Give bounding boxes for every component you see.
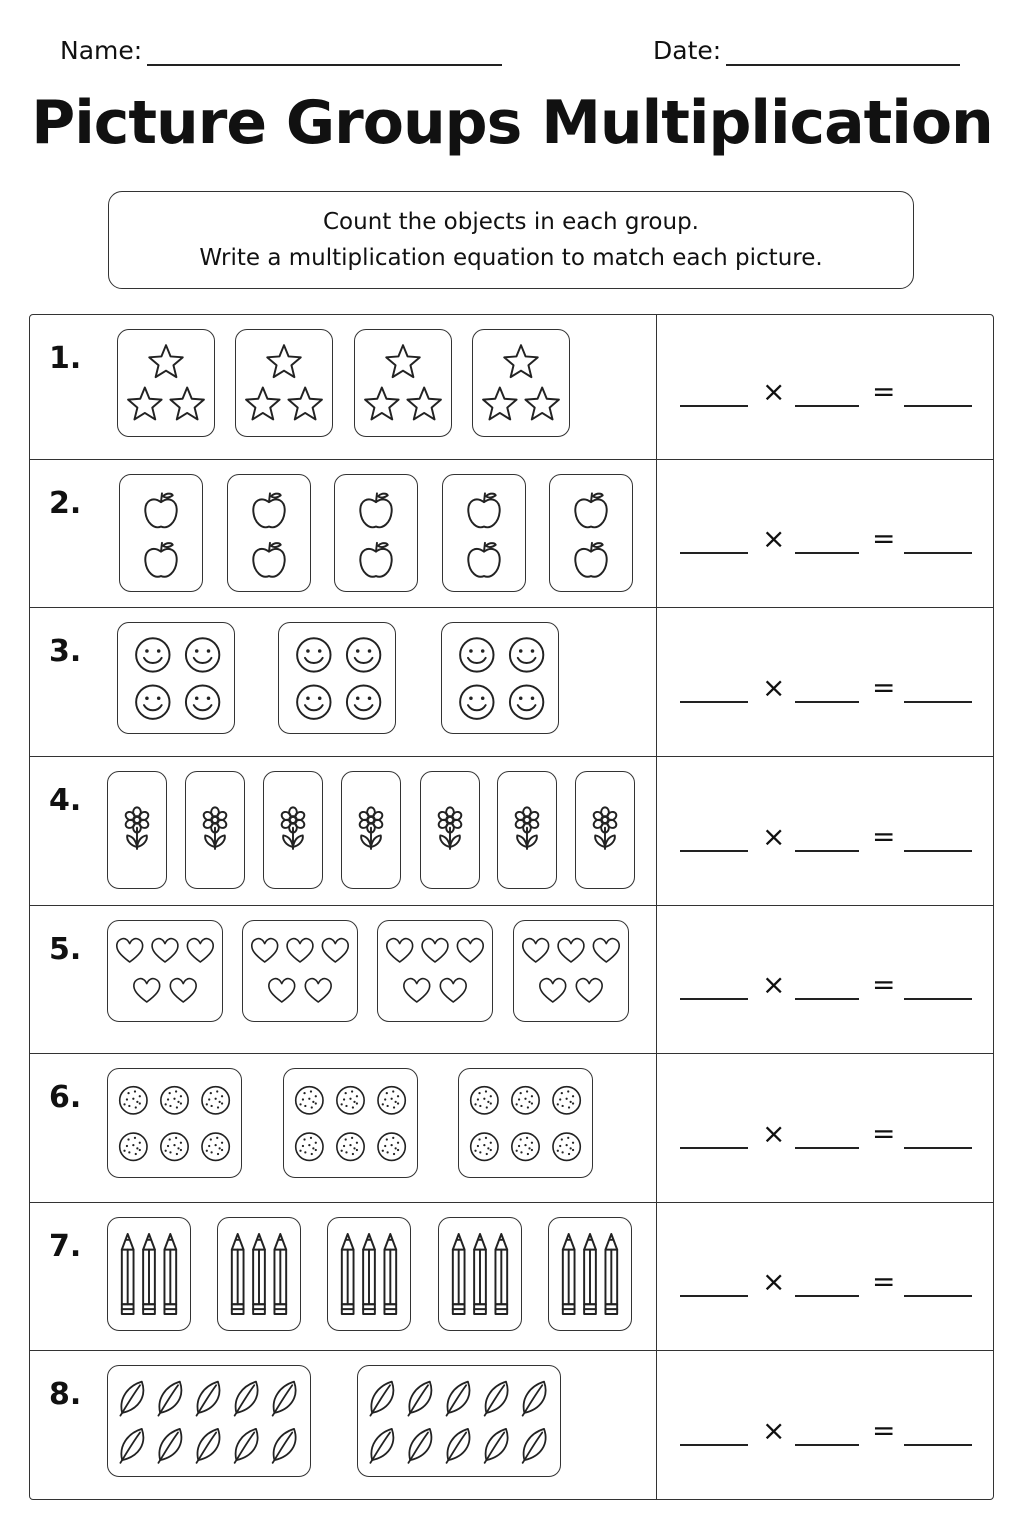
pencil-icon <box>605 1234 617 1314</box>
pencil-icon <box>584 1234 596 1314</box>
leaf-icon <box>408 1382 431 1416</box>
cookie-icon <box>120 1087 147 1114</box>
equals-sign: = <box>872 522 896 555</box>
column-divider <box>656 1054 657 1202</box>
picture-groups <box>30 906 656 1053</box>
apple-icon <box>145 493 176 527</box>
flower-icon <box>280 807 306 849</box>
group-box <box>117 329 215 437</box>
star-icon <box>170 388 204 420</box>
apple-icon <box>253 493 284 527</box>
factor-1-blank[interactable] <box>680 701 748 703</box>
pencil-icon <box>122 1234 134 1314</box>
problem-row <box>30 1202 993 1350</box>
pencil-icon <box>453 1234 465 1314</box>
problems-table <box>29 314 994 1500</box>
smiley-icon <box>136 685 169 718</box>
leaf-icon <box>196 1382 219 1416</box>
group-box <box>458 1068 593 1178</box>
pencil-icon <box>384 1234 396 1314</box>
star-icon <box>267 345 301 377</box>
smiley-icon <box>186 638 219 671</box>
pencil-icon <box>474 1234 486 1314</box>
product-blank[interactable] <box>904 1295 972 1297</box>
times-sign: × <box>762 522 786 555</box>
factor-1-blank[interactable] <box>680 1147 748 1149</box>
apple-icon <box>360 543 391 577</box>
smiley-icon <box>510 685 543 718</box>
smiley-icon <box>297 638 330 671</box>
date-label: Date: <box>653 36 722 65</box>
product-blank[interactable] <box>904 1444 972 1446</box>
pencil-icon <box>274 1234 286 1314</box>
problem-row <box>30 905 993 1053</box>
group-box <box>334 474 418 592</box>
star-icon <box>525 388 559 420</box>
heart-icon <box>387 939 413 962</box>
group-box <box>341 771 401 889</box>
apple-icon <box>145 543 176 577</box>
cookie-icon <box>337 1133 364 1160</box>
equation-answer <box>680 1263 972 1303</box>
heart-icon <box>287 939 313 962</box>
group-box <box>549 474 633 592</box>
heart-icon <box>152 939 178 962</box>
flower-icon <box>514 807 540 849</box>
problem-number: 1. <box>49 341 82 376</box>
problem-row <box>30 315 993 459</box>
flower-icon <box>202 807 228 849</box>
leaf-icon <box>446 1382 469 1416</box>
heart-icon <box>134 979 160 1002</box>
cookie-icon <box>161 1087 188 1114</box>
equals-sign: = <box>872 968 896 1001</box>
apple-icon <box>575 493 606 527</box>
group-box <box>107 1068 242 1178</box>
heart-icon <box>440 979 466 1002</box>
heart-icon <box>305 979 331 1002</box>
group-box <box>354 329 452 437</box>
problem-number: 4. <box>49 783 82 818</box>
cookie-icon <box>553 1133 580 1160</box>
times-sign: × <box>762 968 786 1001</box>
cookie-icon <box>337 1087 364 1114</box>
star-icon <box>288 388 322 420</box>
smiley-icon <box>347 685 380 718</box>
picture-groups <box>30 315 656 459</box>
star-icon <box>365 388 399 420</box>
equation-answer <box>680 966 972 1006</box>
star-icon <box>246 388 280 420</box>
heart-icon <box>170 979 196 1002</box>
leaf-icon <box>120 1382 143 1416</box>
problem-number: 2. <box>49 486 82 521</box>
leaf-icon <box>446 1429 469 1463</box>
leaf-icon <box>235 1382 258 1416</box>
name-answer-line[interactable] <box>147 64 502 66</box>
equation-answer <box>680 818 972 858</box>
smiley-icon <box>297 685 330 718</box>
column-divider <box>656 315 657 459</box>
problem-row <box>30 1350 993 1499</box>
group-box <box>548 1217 632 1331</box>
group-box <box>283 1068 418 1178</box>
group-box <box>377 920 493 1022</box>
instructions-box <box>108 191 914 289</box>
apple-icon <box>360 493 391 527</box>
cookie-icon <box>202 1133 229 1160</box>
factor-2-blank[interactable] <box>795 1444 859 1446</box>
times-sign: × <box>762 819 786 853</box>
group-box <box>441 622 559 734</box>
heart-icon <box>269 979 295 1002</box>
group-box <box>420 771 480 889</box>
group-box <box>278 622 396 734</box>
picture-groups <box>30 1054 656 1202</box>
factor-2-blank[interactable] <box>795 552 859 554</box>
equals-sign: = <box>872 1116 896 1150</box>
problem-number: 7. <box>49 1229 82 1264</box>
column-divider <box>656 608 657 756</box>
group-box <box>575 771 635 889</box>
equation-answer <box>680 1115 972 1155</box>
cookie-icon <box>202 1087 229 1114</box>
group-box <box>185 771 245 889</box>
leaf-icon <box>158 1382 181 1416</box>
heart-icon <box>457 939 483 962</box>
cookie-icon <box>471 1133 498 1160</box>
flower-icon <box>437 807 463 849</box>
product-blank[interactable] <box>904 701 972 703</box>
column-divider <box>656 906 657 1053</box>
heart-icon <box>187 939 213 962</box>
problem-number: 3. <box>49 634 82 669</box>
heart-icon <box>404 979 430 1002</box>
column-divider <box>656 757 657 905</box>
leaf-icon <box>273 1429 296 1463</box>
problem-number: 5. <box>49 932 82 967</box>
group-box <box>327 1217 411 1331</box>
pencil-icon <box>495 1234 507 1314</box>
factor-1-blank[interactable] <box>680 850 748 852</box>
heart-icon <box>117 939 143 962</box>
group-box <box>242 920 358 1022</box>
flower-icon <box>358 807 384 849</box>
column-divider <box>656 1351 657 1499</box>
product-blank[interactable] <box>904 850 972 852</box>
equation-answer <box>680 669 972 709</box>
times-sign: × <box>762 1265 786 1298</box>
cookie-icon <box>471 1087 498 1114</box>
pencil-icon <box>143 1234 155 1314</box>
problem-row <box>30 607 993 756</box>
problem-row <box>30 756 993 905</box>
group-box <box>117 622 235 734</box>
group-box <box>513 920 629 1022</box>
product-blank[interactable] <box>904 405 972 407</box>
heart-icon <box>540 979 566 1002</box>
heart-icon <box>523 939 549 962</box>
equals-sign: = <box>872 1413 896 1447</box>
heart-icon <box>422 939 448 962</box>
group-box <box>227 474 311 592</box>
heart-icon <box>558 939 584 962</box>
times-sign: × <box>762 670 786 704</box>
instruction-line-1: Count the objects in each group. <box>322 209 699 235</box>
cookie-icon <box>512 1133 539 1160</box>
group-box <box>438 1217 522 1331</box>
group-box <box>107 920 223 1022</box>
apple-icon <box>468 493 499 527</box>
group-box <box>263 771 323 889</box>
heart-icon <box>576 979 602 1002</box>
factor-2-blank[interactable] <box>795 405 859 407</box>
equation-answer <box>680 1412 972 1452</box>
factor-2-blank[interactable] <box>795 998 859 1000</box>
leaf-icon <box>120 1429 143 1463</box>
pencil-icon <box>164 1234 176 1314</box>
star-icon <box>504 345 538 377</box>
group-box <box>235 329 333 437</box>
flower-icon <box>592 807 618 849</box>
cookie-icon <box>512 1087 539 1114</box>
group-box <box>497 771 557 889</box>
leaf-icon <box>196 1429 219 1463</box>
name-label: Name: <box>60 36 143 65</box>
leaf-icon <box>523 1429 546 1463</box>
instruction-line-2: Write a multiplication equation to match each picture. <box>199 245 823 271</box>
leaf-icon <box>370 1429 393 1463</box>
factor-1-blank[interactable] <box>680 1295 748 1297</box>
picture-groups <box>30 460 656 607</box>
product-blank[interactable] <box>904 552 972 554</box>
star-icon <box>407 388 441 420</box>
group-box <box>442 474 526 592</box>
star-icon <box>386 345 420 377</box>
star-icon <box>483 388 517 420</box>
apple-icon <box>468 543 499 577</box>
star-icon <box>128 388 162 420</box>
heart-icon <box>252 939 278 962</box>
leaf-icon <box>485 1429 508 1463</box>
factor-2-blank[interactable] <box>795 1147 859 1149</box>
equals-sign: = <box>872 670 896 704</box>
product-blank[interactable] <box>904 998 972 1000</box>
worksheet-title: Picture Groups Multiplication <box>31 88 993 158</box>
equation-answer <box>680 373 972 413</box>
equals-sign: = <box>872 819 896 853</box>
factor-1-blank[interactable] <box>680 552 748 554</box>
date-answer-line[interactable] <box>726 64 960 66</box>
apple-icon <box>575 543 606 577</box>
picture-groups <box>30 608 656 756</box>
group-box <box>107 1217 191 1331</box>
leaf-icon <box>235 1429 258 1463</box>
picture-groups <box>30 757 656 905</box>
pencil-icon <box>232 1234 244 1314</box>
heart-icon <box>593 939 619 962</box>
group-box <box>217 1217 301 1331</box>
pencil-icon <box>342 1234 354 1314</box>
cookie-icon <box>378 1087 405 1114</box>
times-sign: × <box>762 1116 786 1150</box>
leaf-icon <box>158 1429 181 1463</box>
star-icon <box>149 345 183 377</box>
equals-sign: = <box>872 1265 896 1298</box>
smiley-icon <box>347 638 380 671</box>
cookie-icon <box>378 1133 405 1160</box>
group-box <box>472 329 570 437</box>
column-divider <box>656 1203 657 1350</box>
group-box <box>119 474 203 592</box>
factor-2-blank[interactable] <box>795 850 859 852</box>
picture-groups <box>30 1203 656 1350</box>
cookie-icon <box>296 1133 323 1160</box>
equation-answer <box>680 520 972 560</box>
group-box <box>107 771 167 889</box>
heart-icon <box>322 939 348 962</box>
problem-row <box>30 1053 993 1202</box>
cookie-icon <box>161 1133 188 1160</box>
cookie-icon <box>120 1133 147 1160</box>
times-sign: × <box>762 1413 786 1447</box>
column-divider <box>656 460 657 607</box>
leaf-icon <box>370 1382 393 1416</box>
equals-sign: = <box>872 375 896 408</box>
cookie-icon <box>553 1087 580 1114</box>
group-box <box>357 1365 561 1477</box>
leaf-icon <box>485 1382 508 1416</box>
flower-icon <box>124 807 150 849</box>
problem-number: 8. <box>49 1377 82 1412</box>
smiley-icon <box>510 638 543 671</box>
factor-2-blank[interactable] <box>795 701 859 703</box>
pencil-icon <box>563 1234 575 1314</box>
smiley-icon <box>136 638 169 671</box>
smiley-icon <box>460 638 493 671</box>
leaf-icon <box>523 1382 546 1416</box>
problem-number: 6. <box>49 1080 82 1115</box>
smiley-icon <box>460 685 493 718</box>
apple-icon <box>253 543 284 577</box>
problem-row <box>30 459 993 607</box>
smiley-icon <box>186 685 219 718</box>
factor-2-blank[interactable] <box>795 1295 859 1297</box>
times-sign: × <box>762 375 786 408</box>
cookie-icon <box>296 1087 323 1114</box>
factor-1-blank[interactable] <box>680 998 748 1000</box>
factor-1-blank[interactable] <box>680 405 748 407</box>
leaf-icon <box>408 1429 431 1463</box>
leaf-icon <box>273 1382 296 1416</box>
product-blank[interactable] <box>904 1147 972 1149</box>
group-box <box>107 1365 311 1477</box>
pencil-icon <box>363 1234 375 1314</box>
pencil-icon <box>253 1234 265 1314</box>
picture-groups <box>30 1351 656 1499</box>
factor-1-blank[interactable] <box>680 1444 748 1446</box>
